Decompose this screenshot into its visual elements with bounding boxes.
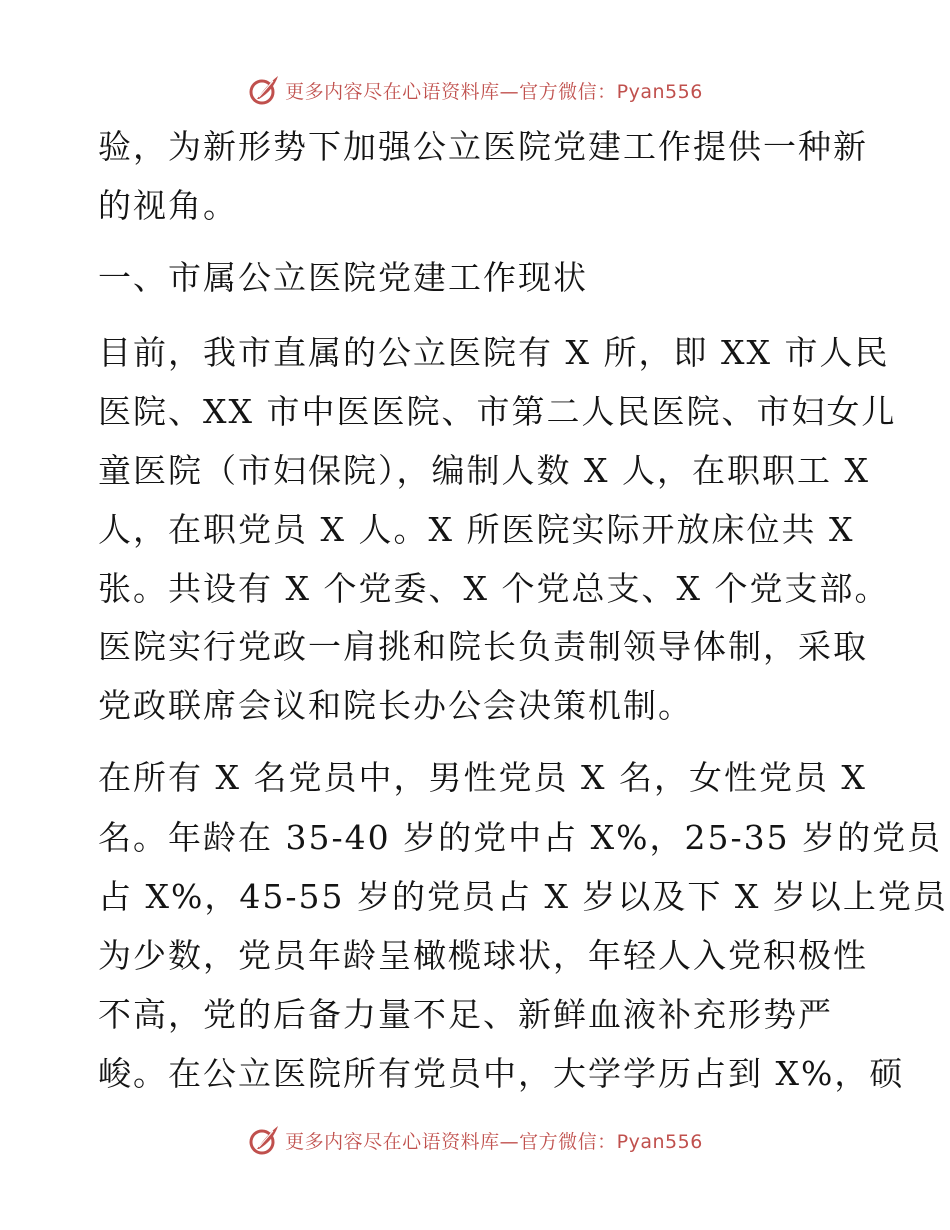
- watermark-text: 更多内容尽在心语资料库—官方微信：Pyan556: [285, 80, 703, 103]
- body-line: 名。年龄在 35-40 岁的党中占 X%，25-35 岁的党员: [98, 818, 943, 857]
- body-line: 不高，党的后备力量不足、新鲜血液补充形势严: [98, 995, 833, 1034]
- body-line: 目前，我市直属的公立医院有 X 所，即 XX 市人民: [98, 333, 890, 372]
- body-line: 峻。在公立医院所有党员中，大学学历占到 X%，硕: [98, 1054, 905, 1093]
- body-line: 党政联席会议和院长办公会决策机制。: [98, 686, 693, 725]
- section-heading: 一、市属公立医院党建工作现状: [98, 258, 588, 297]
- body-line: 占 X%，45-55 岁的党员占 X 岁以及下 X 岁以上党员: [98, 877, 948, 916]
- feather-quill-circle-icon: [247, 73, 281, 107]
- body-line: 张。共设有 X 个党委、X 个党总支、X 个党支部。: [98, 569, 890, 608]
- header-watermark: [0, 70, 950, 110]
- body-line: 在所有 X 名党员中，男性党员 X 名，女性党员 X: [98, 758, 867, 797]
- watermark-text: 更多内容尽在心语资料库—官方微信：Pyan556: [285, 1130, 703, 1153]
- body-line: 的视角。: [98, 186, 238, 225]
- body-line: 医院、XX 市中医医院、市第二人民医院、市妇女儿: [98, 392, 897, 431]
- footer-watermark: [0, 1120, 950, 1160]
- body-line: 医院实行党政一肩挑和院长负责制领导体制，采取: [98, 627, 868, 666]
- body-line: 为少数，党员年龄呈橄榄球状，年轻人入党积极性: [98, 936, 868, 975]
- body-line: 人，在职党员 X 人。X 所医院实际开放床位共 X: [98, 510, 855, 549]
- body-line: 童医院（市妇保院），编制人数 X 人，在职职工 X: [98, 451, 870, 490]
- body-line: 验，为新形势下加强公立医院党建工作提供一种新: [98, 127, 868, 166]
- feather-quill-circle-icon: [247, 1123, 281, 1157]
